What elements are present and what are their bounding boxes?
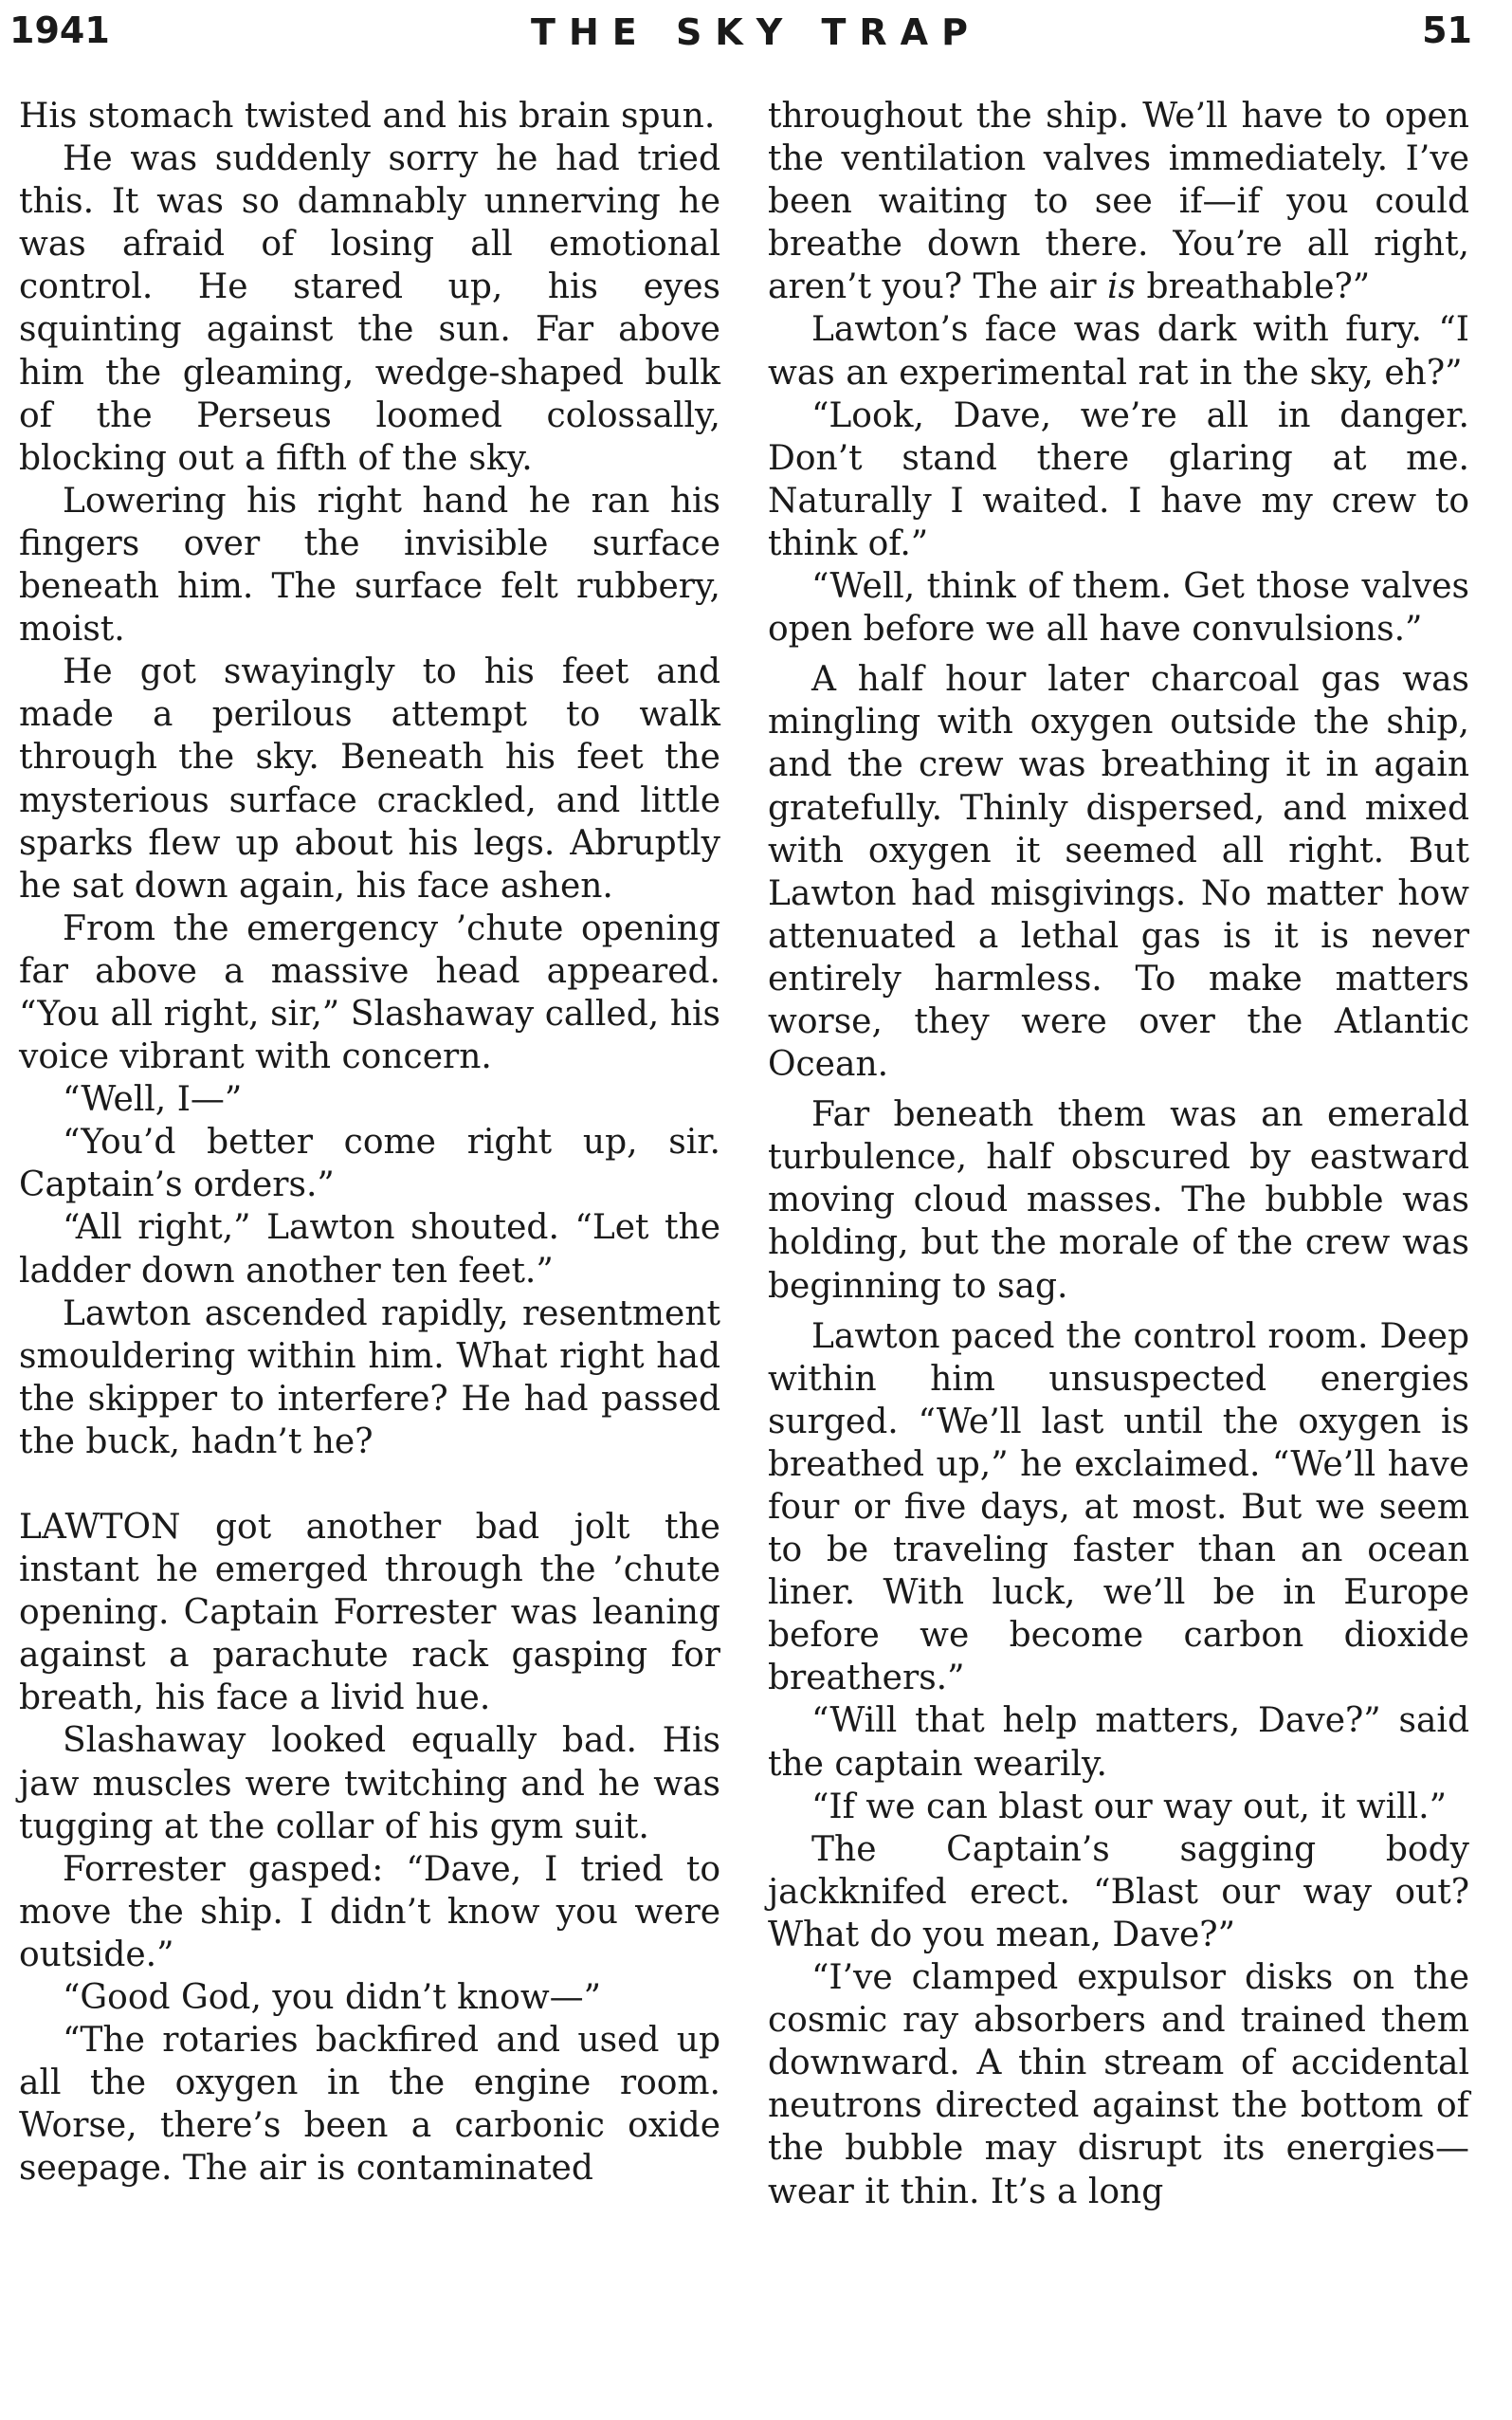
paragraph: Lowering his right hand he ran his fingers over the invisible surface beneath him. The surface felt rubbery, moist. (19, 481, 720, 650)
paragraph: “I’ve clamped expulsor disks on the cosmic ray absorbers and trained them downward. A thin stream of accidental neutrons directed against the bottom of the bubble may disrupt its energies—wear it thin. It’s a long (768, 1958, 1469, 2211)
paragraph-text: throughout the ship. We’ll have to open the ventilation valves immediately. I’ve been waiting to see if—if you could breathe down there. You’re all right, aren’t you? The air (768, 97, 1469, 307)
page-header (0, 6, 1512, 63)
paragraph: Lawton ascended rapidly, resentment smouldering within him. What right had the skipper to interfere? He had passed the buck, hadn’t he? (19, 1293, 720, 1461)
paragraph: Lawton’s face was dark with fury. “I was an experimental rat in the sky, eh?” (768, 310, 1469, 393)
section-start-paragraph: LAWTON got another bad jolt the instant he emerged through the ’chute opening. Captain Forrester was leaning against a parachute rack gasping for breath, his face a livid hue. (19, 1508, 720, 1718)
paragraph: “The rotaries backfired and used up all the oxygen in the engine room. Worse, there’s been a carbonic oxide seepage. The air is contaminated (19, 2021, 720, 2189)
paragraph: Slashaway looked equally bad. His jaw muscles were twitching and he was tugging at the collar of his gym suit. (19, 1721, 720, 1846)
paragraph: “If we can blast our way out, it will.” (811, 1787, 1448, 1826)
paragraph: Far beneath them was an emerald turbulence, half obscured by eastward moving cloud masses. The bubble was holding, but the morale of the crew was beginning to sag. (768, 1095, 1469, 1306)
left-column (19, 95, 720, 2191)
paragraph: “All right,” Lawton shouted. “Let the ladder down another ten feet.” (19, 1208, 720, 1291)
paragraph: His stomach twisted and his brain spun. (19, 97, 716, 136)
paragraph (768, 95, 1469, 308)
right-column (768, 95, 1469, 2213)
paragraph: Lawton paced the control room. Deep within him unsuspected energies surged. “We’ll last until the oxygen is breathed up,” he exclaimed. “We’ll have four or five days, at most. But we seem to be traveling faster than an ocean liner. With luck, we’ll be in Europe before we become carbon dioxide breathers.” (768, 1316, 1469, 1698)
emphasis-text: is (1107, 267, 1137, 307)
paragraph: He was suddenly sorry he had tried this. It was so damnably unnerving he was afraid of losing all emotional control. He stared up, his eyes squinting against the sun. Far above him the gleaming, wedge-shaped bulk of the Perseus loomed colossally, blocking out a fifth of the sky. (19, 139, 720, 478)
header-year: 1941 (9, 9, 110, 51)
paragraph: “Well, I—” (63, 1080, 243, 1120)
header-page-number: 51 (1422, 9, 1472, 51)
paragraph: “You’d better come right up, sir. Captain’s orders.” (19, 1123, 720, 1205)
paragraph: From the emergency ’chute opening far above a massive head appeared. “You all right, sir,” Slashaway called, his voice vibrant with concern. (19, 908, 720, 1077)
paragraph: Forrester gasped: “Dave, I tried to move the ship. I didn’t know you were outside.” (19, 1849, 720, 1974)
paragraph: He got swayingly to his feet and made a perilous attempt to walk through the sky. Beneath his feet the mysterious surface crackled, and little sparks flew up about his legs. Abruptly he sat down again, his face ashen. (19, 652, 720, 906)
paragraph-text: breathable?” (1146, 267, 1371, 307)
paragraph: “Good God, you didn’t know—” (63, 1978, 602, 2018)
paragraph: The Captain’s sagging body jackknifed erect. “Blast our way out? What do you mean, Dave?” (768, 1829, 1469, 1954)
paragraph: “Well, think of them. Get those valves open before we all have convulsions.” (768, 567, 1469, 650)
paragraph: “Look, Dave, we’re all in danger. Don’t stand there glaring at me. Naturally I waited. I have my crew to think of.” (768, 395, 1469, 563)
paragraph: A half hour later charcoal gas was mingling with oxygen outside the ship, and the crew was breathing it in again gratefully. Thinly dispersed, and mixed with oxygen it seemed all right. But Lawton had misgivings. No matter how attenuated a lethal gas is it is never entirely harmless. To make matters worse, they were over the Atlantic Ocean. (768, 660, 1469, 1085)
header-title: THE SKY TRAP (531, 11, 981, 53)
paragraph: “Will that help matters, Dave?” said the captain wearily. (768, 1701, 1469, 1784)
